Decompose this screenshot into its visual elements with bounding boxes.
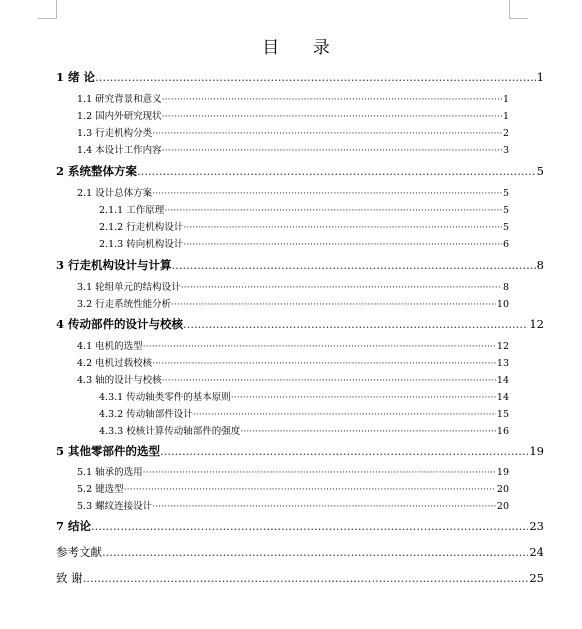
- toc-leader-dots: [171, 299, 496, 310]
- toc-leader-dots: [162, 375, 496, 386]
- toc-leader-dots: [95, 70, 536, 84]
- toc-entry-label: 4 传动部件的设计与校核: [56, 317, 184, 331]
- toc-entry-label: 1 绪 论: [56, 70, 96, 84]
- toc-entry-page: 20: [496, 501, 509, 512]
- toc-leader-dots: [102, 545, 528, 559]
- toc-entry-label: 7 结论: [56, 519, 92, 533]
- toc-leader-dots: [152, 501, 496, 512]
- toc-entry-page: 1: [502, 111, 509, 122]
- toc-entry-page: 24: [529, 545, 544, 559]
- toc-entry-chapter-2[interactable]: [56, 163, 544, 179]
- toc-entry-page: 5: [536, 164, 544, 178]
- toc-entry-4-1[interactable]: [77, 338, 509, 352]
- toc-entry-label: 4.3 轴的设计与校核: [77, 375, 162, 386]
- toc-leader-dots: [193, 409, 496, 420]
- toc-entry-3-2[interactable]: [77, 296, 509, 310]
- toc-entry-1-4[interactable]: [77, 142, 509, 156]
- toc-entry-page: 13: [496, 358, 509, 369]
- toc-leader-dots: [162, 94, 502, 105]
- toc-entry-1-3[interactable]: [77, 125, 509, 139]
- toc-entry-label: 3.1 轮组单元的结构设计: [77, 282, 181, 293]
- toc-entry-4-3[interactable]: [77, 372, 509, 386]
- toc-entry-label: 2.1.1 工作原理: [99, 205, 165, 216]
- toc-entry-chapter-7[interactable]: [56, 518, 544, 534]
- toc-entry-page: 5: [502, 205, 509, 216]
- toc-entry-4-3-2[interactable]: [99, 406, 509, 420]
- toc-entry-label: 4.3.2 传动轴部件设计: [99, 409, 193, 420]
- toc-leader-dots: [183, 239, 502, 250]
- toc-entry-page: 20: [496, 484, 509, 495]
- toc-entry-page: 19: [496, 467, 509, 478]
- toc-entry-page: 1: [536, 70, 544, 84]
- toc-leader-dots: [152, 188, 502, 199]
- toc-entry-page: 5: [502, 188, 509, 199]
- toc-entry-1-2[interactable]: [77, 108, 509, 122]
- toc-leader-dots: [162, 111, 502, 122]
- toc-leader-dots: [152, 128, 502, 139]
- toc-entry-page: 3: [502, 145, 509, 156]
- toc-entry-chapter-5[interactable]: [56, 443, 544, 459]
- toc-leader-dots: [240, 426, 496, 437]
- toc-leader-dots: [124, 484, 496, 495]
- toc-entry-5-3[interactable]: [77, 498, 509, 512]
- toc-entry-label: 4.2 电机过载校核: [77, 358, 153, 369]
- page-corner-mark-top-left: [38, 0, 57, 19]
- toc-entry-label: 致 谢: [56, 571, 83, 585]
- toc-entry-label: 参考文献: [56, 545, 102, 559]
- toc-entry-chapter-3[interactable]: [56, 257, 544, 273]
- toc-leader-dots: [183, 222, 502, 233]
- toc-entry-label: 4.3.1 传动轴类零件的基本原则: [99, 392, 231, 403]
- toc-entry-page: 15: [496, 409, 509, 420]
- toc-entry-label: 3.2 行走系统性能分析: [77, 299, 172, 310]
- toc-entry-label: 4.1 电机的选型: [77, 341, 143, 352]
- toc-entry-references[interactable]: [56, 544, 544, 560]
- toc-entry-label: 5.2 键选型: [77, 484, 124, 495]
- toc-title: 目 录: [262, 38, 344, 58]
- toc-leader-dots: [137, 164, 536, 178]
- toc-leader-dots: [83, 571, 529, 585]
- toc-entry-label: 2.1 设计总体方案: [77, 188, 153, 199]
- toc-entry-page: 6: [502, 239, 509, 250]
- toc-entry-2-1[interactable]: [77, 185, 509, 199]
- toc-entry-page: 19: [529, 444, 544, 458]
- toc-entry-5-1[interactable]: [77, 464, 509, 478]
- toc-entry-2-1-2[interactable]: [99, 219, 509, 233]
- toc-leader-dots: [160, 444, 528, 458]
- toc-entry-2-1-3[interactable]: [99, 236, 509, 250]
- toc-entry-4-3-3[interactable]: [99, 423, 509, 437]
- toc-entry-label: 5.3 螺纹连接设计: [77, 501, 153, 512]
- toc-entry-page: 10: [496, 299, 509, 310]
- toc-entry-5-2[interactable]: [77, 481, 509, 495]
- toc-entry-label: 5.1 轴承的选用: [77, 467, 143, 478]
- toc-leader-dots: [152, 358, 496, 369]
- toc-entry-label: 2.1.3 转向机构设计: [99, 239, 184, 250]
- toc-entry-label: 1.4 本设计工作内容: [77, 145, 162, 156]
- toc-leader-dots: [162, 145, 502, 156]
- toc-entry-page: 1: [502, 94, 509, 105]
- toc-leader-dots: [164, 205, 502, 216]
- toc-entry-page: 2: [502, 128, 509, 139]
- toc-leader-dots: [91, 519, 528, 533]
- toc-entry-page: 5: [502, 222, 509, 233]
- toc-entry-chapter-4[interactable]: [56, 316, 544, 332]
- toc-entry-label: 1.1 研究背景和意义: [77, 94, 162, 105]
- toc-entry-page: 14: [496, 375, 509, 386]
- toc-entry-4-2[interactable]: [77, 355, 509, 369]
- toc-leader-dots: [143, 467, 496, 478]
- toc-entry-label: 4.3.3 校核计算传动轴部件的强度: [99, 426, 241, 437]
- toc-entry-page: 16: [496, 426, 509, 437]
- toc-entry-label: 5 其他零部件的选型: [56, 444, 161, 458]
- toc-leader-dots: [172, 258, 536, 272]
- toc-entry-acknowledgements[interactable]: [56, 570, 544, 586]
- toc-leader-dots: [183, 317, 528, 331]
- toc-entry-3-1[interactable]: [77, 279, 509, 293]
- toc-entry-page: 8: [536, 258, 544, 272]
- toc-entry-label: 2.1.2 行走机构设计: [99, 222, 184, 233]
- toc-entry-page: 12: [529, 317, 544, 331]
- toc-leader-dots: [181, 282, 502, 293]
- toc-entry-label: 2 系统整体方案: [56, 164, 138, 178]
- toc-leader-dots: [231, 392, 496, 403]
- toc-entry-label: 3 行走机构设计与计算: [56, 258, 172, 272]
- toc-entry-page: 25: [529, 571, 544, 585]
- toc-entry-page: 23: [529, 519, 544, 533]
- toc-entry-page: 8: [502, 282, 509, 293]
- page-corner-mark-top-right: [509, 0, 528, 19]
- toc-entry-2-1-1[interactable]: [99, 202, 509, 216]
- toc-entry-label: 1.3 行走机构分类: [77, 128, 153, 139]
- toc-entry-label: 1.2 国内外研究现状: [77, 111, 162, 122]
- toc-entry-1-1[interactable]: [77, 91, 509, 105]
- toc-entry-page: 14: [496, 392, 509, 403]
- toc-entry-chapter-1[interactable]: [56, 69, 544, 85]
- toc-entry-4-3-1[interactable]: [99, 389, 509, 403]
- toc-leader-dots: [143, 341, 496, 352]
- toc-entry-page: 12: [496, 341, 509, 352]
